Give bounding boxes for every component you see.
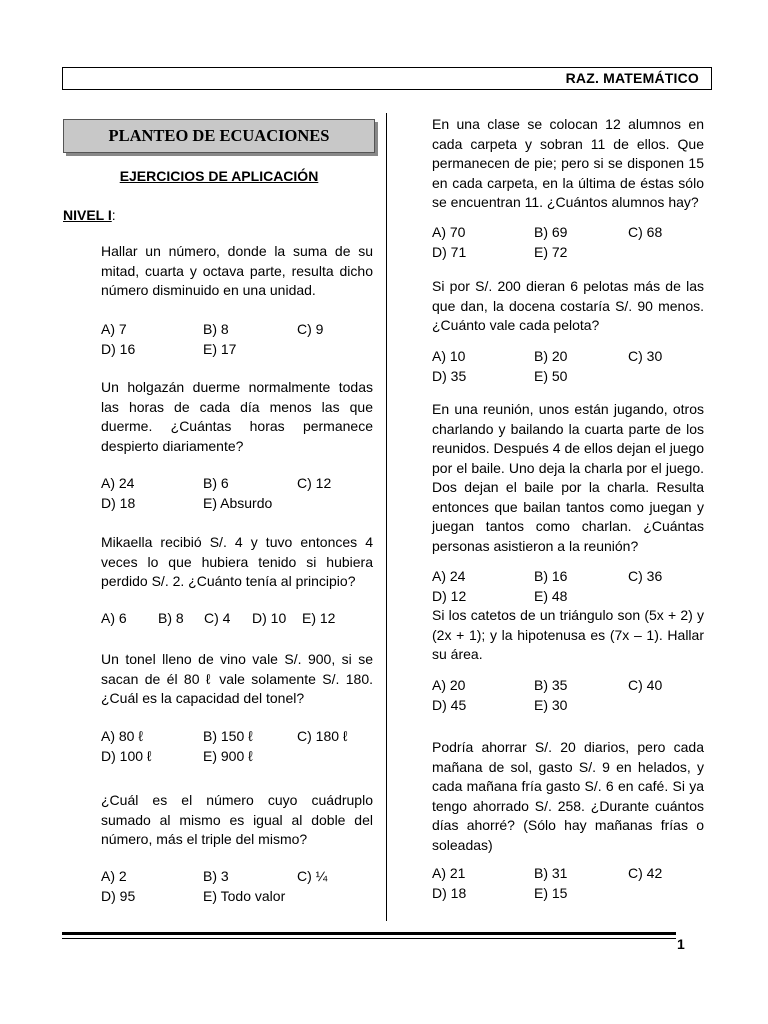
option: E) 50 [534, 367, 568, 384]
option: A) 70 [432, 224, 466, 240]
question-text: En una clase se colocan 12 alumnos en cada carpeta y sobran 11 de ellos. Que permanecen de pie; pero si se disponen 15 en cada carpeta, en la última de éstas sólo se encuentran 11. ¿Cuántos alumnos hay? [432, 116, 704, 210]
option: B) 31 [534, 865, 568, 881]
question-block [432, 277, 704, 336]
option: C) 40 [628, 677, 663, 693]
options-block [101, 727, 373, 766]
footer-rule-thin [62, 938, 676, 939]
option: A) 10 [432, 348, 466, 364]
option: C) 42 [628, 865, 663, 881]
footer-rule-thick [62, 932, 676, 935]
option: E) 48 [534, 587, 568, 604]
option: B) 150 ℓ [203, 728, 253, 744]
question-block [101, 533, 373, 592]
question-text: Hallar un número, donde la suma de su mitad, cuarta y octava parte, resulta dicho número disminuido en una unidad. [101, 243, 373, 298]
column-divider [386, 113, 387, 921]
option: B) 3 [203, 868, 229, 884]
option: D) 18 [432, 884, 467, 901]
question-block [101, 378, 373, 456]
level-heading [63, 206, 116, 226]
option: C) 12 [297, 475, 332, 491]
option: E) 30 [534, 696, 568, 713]
option: A) 24 [432, 568, 466, 584]
header-box [62, 67, 712, 90]
option: D) 18 [101, 494, 136, 511]
option: E) 15 [534, 884, 568, 901]
options-block [432, 347, 704, 386]
option: A) 24 [101, 475, 135, 491]
option: A) 2 [101, 868, 127, 884]
question-text: Mikaella recibió S/. 4 y tuvo entonces 4 veces lo que hubiera tenido si hubiera perdido S/. 2. ¿Cuánto tenía al principio? [101, 534, 373, 589]
options-block [432, 676, 704, 715]
option: B) 8 [158, 610, 184, 626]
question-block [432, 115, 704, 213]
header-title: RAZ. MATEMÁTICO [565, 70, 699, 86]
option: C) 180 ℓ [297, 728, 348, 744]
option: C) 4 [204, 610, 231, 626]
question-block [432, 738, 704, 855]
option: E) Absurdo [203, 494, 273, 511]
option: A) 7 [101, 321, 127, 337]
question-text: Si los catetos de un triángulo son (5x + 2) y (2x + 1); y la hipotenusa es (7x – 1). Hallar su área. [432, 607, 704, 662]
option: C) 9 [297, 321, 324, 337]
options-block [432, 223, 704, 262]
option: A) 6 [101, 610, 127, 626]
question-text: ¿Cuál es el número cuyo cuádruplo sumado al mismo es igual al doble del número, más el triple del mismo? [101, 792, 373, 847]
option: A) 20 [432, 677, 466, 693]
option: E) 17 [203, 340, 237, 357]
option: D) 35 [432, 367, 467, 384]
option: C) ¼ [297, 868, 328, 884]
option: D) 95 [101, 887, 136, 904]
level-suffix: : [111, 207, 116, 223]
option: D) 100 ℓ [101, 747, 152, 764]
option: B) 69 [534, 224, 568, 240]
option: D) 45 [432, 696, 467, 713]
option: C) 36 [628, 568, 663, 584]
option: D) 16 [101, 340, 136, 357]
option: B) 35 [534, 677, 568, 693]
option: B) 20 [534, 348, 568, 364]
question-block [101, 242, 373, 301]
question-block [432, 400, 704, 556]
question-text: Un tonel lleno de vino vale S/. 900, si se sacan de él 80 ℓ vale solamente S/. 180. ¿Cuál es la capacidad del tonel? [101, 651, 373, 706]
question-text: En una reunión, unos están jugando, otros charlando y bailando la cuarta parte de los reunidos. Después 4 de ellos dejan el juego por el baile. Uno deja la charla por el juego. Dos dejan el baile por la charla. Resulta entonces que bailan tantos como juegan y juegan tantos como charlan. ¿Cuántas personas asistieron a la reunión? [432, 401, 704, 554]
question-block [101, 791, 373, 850]
option: E) 72 [534, 243, 568, 260]
option: B) 6 [203, 475, 229, 491]
question-text: Si por S/. 200 dieran 6 pelotas más de las que dan, la docena costaría S/. 90 menos. ¿Cuánto vale cada pelota? [432, 278, 704, 333]
option: D) 12 [432, 587, 467, 604]
question-text: Podría ahorrar S/. 20 diarios, pero cada mañana de sol, gasto S/. 9 en helados, y cada mañana fría gasto S/. 6 en café. Si ya tengo ahorrado S/. 258. ¿Durante cuántos días ahorré? (Sólo hay mañanas frías o soleadas) [432, 739, 704, 853]
option: B) 8 [203, 321, 229, 337]
option: E) 900 ℓ [203, 747, 253, 764]
option: C) 68 [628, 224, 663, 240]
option: A) 21 [432, 865, 466, 881]
options-block [432, 567, 704, 606]
option: E) 12 [302, 610, 336, 626]
question-block [432, 606, 704, 665]
question-text: Un holgazán duerme normalmente todas las horas de cada día menos las que duerme. ¿Cuántas horas permanece despierto diariamente? [101, 379, 373, 454]
section-title: PLANTEO DE ECUACIONES [63, 119, 375, 153]
option: D) 10 [252, 610, 287, 626]
options-block [101, 867, 373, 906]
options-block [432, 864, 704, 903]
option: A) 80 ℓ [101, 728, 143, 744]
options-block [101, 609, 373, 629]
level-label: NIVEL I [63, 207, 112, 223]
option: D) 71 [432, 243, 467, 260]
options-block [101, 320, 373, 359]
question-block [101, 650, 373, 709]
options-block [101, 474, 373, 513]
option: C) 30 [628, 348, 663, 364]
page-number: 1 [677, 936, 685, 952]
option: E) Todo valor [203, 887, 286, 904]
subtitle: EJERCICIOS DE APLICACIÓN [119, 168, 319, 184]
option: B) 16 [534, 568, 568, 584]
